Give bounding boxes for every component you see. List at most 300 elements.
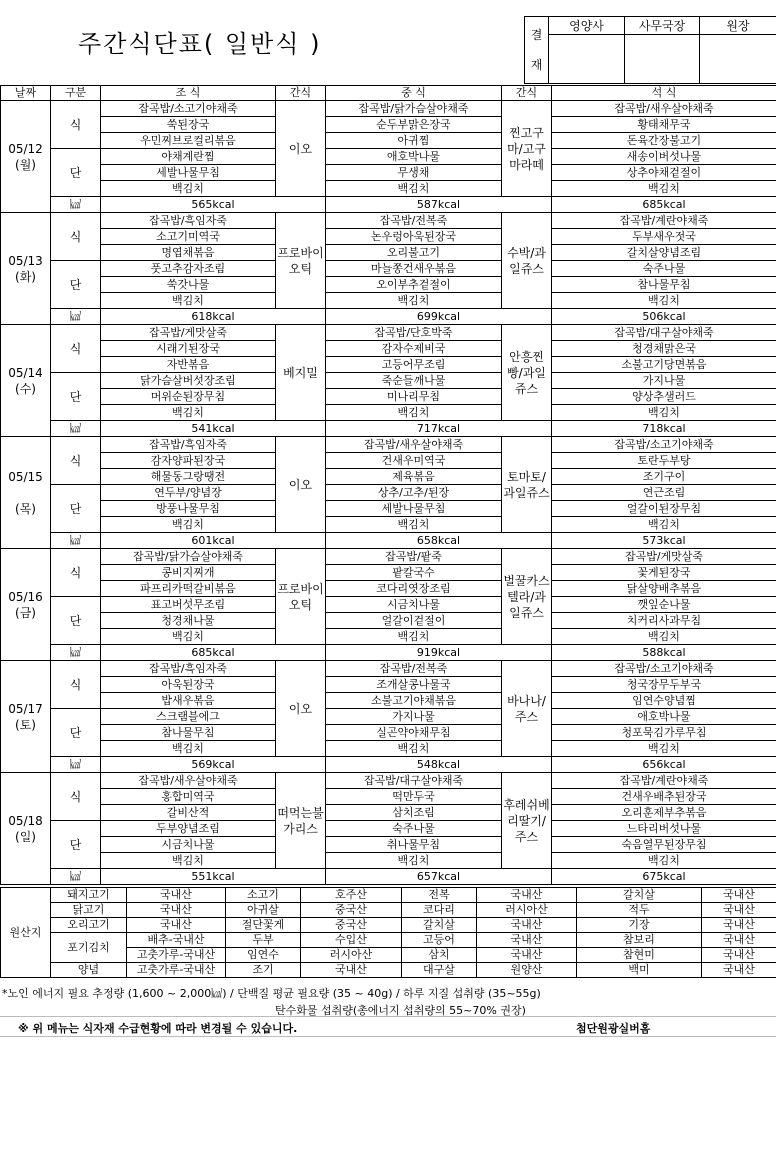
- breakfast-item: 백김치: [101, 517, 276, 533]
- origin-cell: 국내산: [477, 948, 577, 963]
- approval-role-director: 원장: [700, 17, 776, 35]
- origin-row: [1, 903, 776, 918]
- origin-kimchi-label: 포기김치: [51, 933, 127, 963]
- breakfast-item: 콩비지찌개: [101, 565, 276, 581]
- header-snack2: 간식: [502, 86, 552, 101]
- dinner-item: 애호박나물: [552, 709, 776, 725]
- breakfast-item: 백김치: [101, 741, 276, 757]
- lunch-item: 애호박나물: [326, 149, 502, 165]
- lunch-kcal: 587kcal: [326, 197, 552, 213]
- origin-cell: 국내산: [702, 888, 776, 903]
- dinner-item: 닭살양배추볶음: [552, 581, 776, 597]
- meal-label-top: 식: [51, 213, 101, 261]
- origin-cell: 국내산: [477, 933, 577, 948]
- breakfast-item: 백김치: [101, 629, 276, 645]
- menu-row: [1, 149, 776, 165]
- lunch-item: 얼갈이겉절이: [326, 613, 502, 629]
- menu-row: [1, 373, 776, 389]
- dinner-item: 얼갈이된장무침: [552, 501, 776, 517]
- lunch-item: 잡곡밥/팥죽: [326, 549, 502, 565]
- breakfast-item: 명엽채볶음: [101, 245, 276, 261]
- dinner-item: 백김치: [552, 293, 776, 309]
- lunch-item: 죽순들깨나물: [326, 373, 502, 389]
- origin-cell: 고춧가루-국내산: [127, 963, 226, 978]
- dinner-item: 백김치: [552, 629, 776, 645]
- breakfast-kcal: 685kcal: [101, 645, 326, 661]
- lunch-item: 논우렁아욱된장국: [326, 229, 502, 245]
- origin-cell: 소고기: [226, 888, 301, 903]
- origin-cell: 두부: [226, 933, 301, 948]
- menu-row: [1, 277, 776, 293]
- weekly-menu-table: [0, 85, 776, 885]
- snack-pm: 후레쉬베리딸기/주스: [502, 773, 552, 869]
- breakfast-item: 잡곡밥/흑임자죽: [101, 661, 276, 677]
- breakfast-kcal: 551kcal: [101, 869, 326, 885]
- menu-row: [1, 389, 776, 405]
- dinner-item: 느타리버섯나물: [552, 821, 776, 837]
- kcal-label: ㎉: [51, 309, 101, 325]
- lunch-item: 잡곡밥/대구살야채죽: [326, 773, 502, 789]
- origin-cell: 국내산: [127, 918, 226, 933]
- dinner-item: 오리훈제부추볶음: [552, 805, 776, 821]
- dinner-item: 건새우배추된장국: [552, 789, 776, 805]
- breakfast-item: 파프리카떡갈비볶음: [101, 581, 276, 597]
- breakfast-item: 잡곡밥/흑임자죽: [101, 437, 276, 453]
- snack-pm: 벌꿀카스텔라/과일쥬스: [502, 549, 552, 645]
- lunch-item: 코다리엿장조림: [326, 581, 502, 597]
- origin-cell: 닭고기: [51, 903, 127, 918]
- dinner-kcal: 506kcal: [552, 309, 776, 325]
- meal-label-top: 식: [51, 437, 101, 485]
- breakfast-item: 잡곡밥/닭가슴살야채죽: [101, 549, 276, 565]
- breakfast-item: 참나물무침: [101, 725, 276, 741]
- origin-cell: 전복: [402, 888, 477, 903]
- dinner-item: 잡곡밥/대구살야채죽: [552, 325, 776, 341]
- lunch-item: 취나물무침: [326, 837, 502, 853]
- origin-cell: 국내산: [702, 948, 776, 963]
- dinner-item: 잡곡밥/게맛살죽: [552, 549, 776, 565]
- approval-sign-nutritionist[interactable]: [549, 35, 625, 84]
- snack-am: 프로바이오틱: [276, 549, 326, 645]
- menu-row: [1, 789, 776, 805]
- origin-cell: 러시아산: [477, 903, 577, 918]
- lunch-item: 팥칼국수: [326, 565, 502, 581]
- lunch-item: 제육볶음: [326, 469, 502, 485]
- origin-cell: 국내산: [301, 963, 402, 978]
- divider: [0, 1016, 776, 1017]
- dinner-item: 돈육간장불고기: [552, 133, 776, 149]
- breakfast-item: 방풍나물무침: [101, 501, 276, 517]
- origin-cell: 수입산: [301, 933, 402, 948]
- dinner-item: 잡곡밥/계란야채죽: [552, 773, 776, 789]
- dinner-kcal: 573kcal: [552, 533, 776, 549]
- kcal-label: ㎉: [51, 645, 101, 661]
- header-date: 날짜: [1, 86, 51, 101]
- lunch-item: 떡만두국: [326, 789, 502, 805]
- origin-cell: 원양산: [477, 963, 577, 978]
- menu-row: [1, 229, 776, 245]
- menu-row: [1, 821, 776, 837]
- dinner-kcal: 685kcal: [552, 197, 776, 213]
- dinner-item: 상추야채겉절이: [552, 165, 776, 181]
- lunch-item: 삼치조림: [326, 805, 502, 821]
- menu-row: [1, 677, 776, 693]
- origin-cell: 삼치: [402, 948, 477, 963]
- dinner-item: 새송이버섯나물: [552, 149, 776, 165]
- page-title: 주간식단표( 일반식 ): [78, 30, 322, 58]
- meal-label-bottom: 단: [51, 373, 101, 421]
- meal-label-top: 식: [51, 661, 101, 709]
- dinner-item: 잡곡밥/계란야채죽: [552, 213, 776, 229]
- breakfast-item: 잡곡밥/소고기야채죽: [101, 101, 276, 117]
- meal-label-top: 식: [51, 101, 101, 149]
- menu-row: [1, 597, 776, 613]
- menu-row: [1, 581, 776, 597]
- change-notice: ※ 위 메뉴는 식자재 수급현황에 따라 변경될 수 있습니다.: [18, 1022, 298, 1035]
- origin-cell: 적두: [577, 903, 702, 918]
- origin-cell: 국내산: [477, 918, 577, 933]
- snack-pm: 토마토/과일쥬스: [502, 437, 552, 533]
- dinner-item: 조기구이: [552, 469, 776, 485]
- dinner-item: 백김치: [552, 853, 776, 869]
- menu-row: [1, 117, 776, 133]
- snack-am: 프로바이오틱: [276, 213, 326, 309]
- snack-pm: 찐고구마/고구마라떼: [502, 101, 552, 197]
- origin-cell: 배추-국내산: [127, 933, 226, 948]
- dinner-item: 꽃게된장국: [552, 565, 776, 581]
- origin-cell: 국내산: [127, 888, 226, 903]
- menu-row: [1, 629, 776, 645]
- breakfast-item: 해물동그랑땡전: [101, 469, 276, 485]
- origin-label: 원산지: [1, 888, 51, 978]
- lunch-item: 백김치: [326, 405, 502, 421]
- menu-row: [1, 469, 776, 485]
- dinner-item: 청포묵김가루무침: [552, 725, 776, 741]
- dinner-item: 두부새우젓국: [552, 229, 776, 245]
- breakfast-item: 감자양파된장국: [101, 453, 276, 469]
- approval-role-manager: 사무국장: [625, 17, 700, 35]
- lunch-item: 건새우미역국: [326, 453, 502, 469]
- origin-row: [1, 933, 776, 948]
- meal-label-top: 식: [51, 773, 101, 821]
- menu-row: [1, 261, 776, 277]
- header-dinner: 석 식: [552, 86, 776, 101]
- lunch-item: 숙주나물: [326, 821, 502, 837]
- day-date: 05/18 (일): [1, 773, 51, 885]
- breakfast-kcal: 541kcal: [101, 421, 326, 437]
- menu-row: [1, 453, 776, 469]
- breakfast-kcal: 618kcal: [101, 309, 326, 325]
- menu-row: [1, 213, 776, 229]
- lunch-item: 잡곡밥/전복죽: [326, 213, 502, 229]
- dinner-item: 백김치: [552, 517, 776, 533]
- breakfast-item: 표고버섯무조림: [101, 597, 276, 613]
- breakfast-item: 쑥된장국: [101, 117, 276, 133]
- approval-sign-director[interactable]: [700, 35, 776, 84]
- origin-cell: 백미: [577, 963, 702, 978]
- dinner-item: 소불고기당면볶음: [552, 357, 776, 373]
- origin-cell: 고춧가루-국내산: [127, 948, 226, 963]
- snack-am: 떠먹는불가리스: [276, 773, 326, 869]
- origin-row: [1, 918, 776, 933]
- breakfast-item: 두부양념조림: [101, 821, 276, 837]
- menu-row: [1, 341, 776, 357]
- origin-cell: 국내산: [702, 918, 776, 933]
- origin-cell: 국내산: [702, 963, 776, 978]
- menu-row: [1, 325, 776, 341]
- breakfast-item: 닭가슴살버섯장조림: [101, 373, 276, 389]
- menu-row: [1, 165, 776, 181]
- header-lunch: 중 식: [326, 86, 502, 101]
- lunch-item: 오리불고기: [326, 245, 502, 261]
- origin-cell: 오리고기: [51, 918, 127, 933]
- breakfast-item: 갈비산적: [101, 805, 276, 821]
- origin-cell: 국내산: [702, 933, 776, 948]
- breakfast-item: 잡곡밥/새우살야채죽: [101, 773, 276, 789]
- dinner-kcal: 588kcal: [552, 645, 776, 661]
- kcal-label: ㎉: [51, 757, 101, 773]
- origin-row: [1, 963, 776, 978]
- origin-cell: 돼지고기: [51, 888, 127, 903]
- menu-row: [1, 805, 776, 821]
- breakfast-item: 쑥갓나물: [101, 277, 276, 293]
- kcal-row: [1, 421, 776, 437]
- lunch-item: 잡곡밥/단호박죽: [326, 325, 502, 341]
- lunch-item: 시금치나물: [326, 597, 502, 613]
- origin-cell: 호주산: [301, 888, 402, 903]
- origin-cell: 코다리: [402, 903, 477, 918]
- lunch-item: 백김치: [326, 517, 502, 533]
- lunch-item: 감자수제비국: [326, 341, 502, 357]
- breakfast-item: 백김치: [101, 293, 276, 309]
- menu-row: [1, 405, 776, 421]
- dinner-item: 숙주나물: [552, 261, 776, 277]
- lunch-item: 백김치: [326, 293, 502, 309]
- lunch-item: 오이부추겉절이: [326, 277, 502, 293]
- origin-cell: 국내산: [702, 903, 776, 918]
- dinner-item: 양상추샐러드: [552, 389, 776, 405]
- breakfast-item: 세발나물무침: [101, 165, 276, 181]
- lunch-item: 실곤약야채무침: [326, 725, 502, 741]
- kcal-row: [1, 197, 776, 213]
- breakfast-item: 백김치: [101, 181, 276, 197]
- header-category: 구분: [51, 86, 101, 101]
- lunch-item: 마늘쫑건새우볶음: [326, 261, 502, 277]
- snack-am: 이오: [276, 661, 326, 757]
- dinner-item: 청경채맑은국: [552, 341, 776, 357]
- breakfast-item: 야채계란찜: [101, 149, 276, 165]
- day-date: 05/14 (수): [1, 325, 51, 437]
- lunch-kcal: 658kcal: [326, 533, 552, 549]
- menu-row: [1, 549, 776, 565]
- breakfast-item: 우민찌브로컬리볶음: [101, 133, 276, 149]
- lunch-item: 소불고기야채볶음: [326, 693, 502, 709]
- menu-row: [1, 613, 776, 629]
- header-row: [1, 86, 776, 101]
- dinner-item: 잡곡밥/소고기야채죽: [552, 661, 776, 677]
- origin-cell: 절단꽃게: [226, 918, 301, 933]
- origin-cell: 조기: [226, 963, 301, 978]
- header-breakfast: 조 식: [101, 86, 276, 101]
- approval-sign-manager[interactable]: [625, 35, 700, 84]
- breakfast-item: 백김치: [101, 853, 276, 869]
- menu-row: [1, 853, 776, 869]
- dinner-item: 숙음열무된장무침: [552, 837, 776, 853]
- lunch-item: 백김치: [326, 629, 502, 645]
- breakfast-item: 시금치나물: [101, 837, 276, 853]
- snack-am: 베지밀: [276, 325, 326, 421]
- menu-row: [1, 181, 776, 197]
- origin-cell: 국내산: [127, 903, 226, 918]
- origin-row: [1, 888, 776, 903]
- breakfast-item: 잡곡밥/흑임자죽: [101, 213, 276, 229]
- dinner-kcal: 718kcal: [552, 421, 776, 437]
- meal-label-bottom: 단: [51, 485, 101, 533]
- divider: [0, 1036, 776, 1037]
- dinner-item: 백김치: [552, 741, 776, 757]
- menu-row: [1, 837, 776, 853]
- day-date: 05/16 (금): [1, 549, 51, 661]
- header-snack1: 간식: [276, 86, 326, 101]
- breakfast-item: 풋고추감자조림: [101, 261, 276, 277]
- lunch-kcal: 919kcal: [326, 645, 552, 661]
- kcal-label: ㎉: [51, 533, 101, 549]
- origin-cell: 임연수: [226, 948, 301, 963]
- approval-label: 결 재: [525, 17, 549, 84]
- meal-label-top: 식: [51, 325, 101, 373]
- dinner-item: 백김치: [552, 405, 776, 421]
- lunch-item: 미나리무침: [326, 389, 502, 405]
- dinner-kcal: 675kcal: [552, 869, 776, 885]
- origin-cell: 기장: [577, 918, 702, 933]
- origin-cell: 중국산: [301, 918, 402, 933]
- breakfast-item: 자반볶음: [101, 357, 276, 373]
- lunch-kcal: 717kcal: [326, 421, 552, 437]
- kcal-label: ㎉: [51, 869, 101, 885]
- lunch-kcal: 657kcal: [326, 869, 552, 885]
- menu-row: [1, 709, 776, 725]
- menu-row: [1, 437, 776, 453]
- origin-table: [0, 887, 776, 978]
- approval-box: [524, 16, 776, 84]
- menu-row: [1, 293, 776, 309]
- day-date: 05/12 (월): [1, 101, 51, 213]
- menu-row: [1, 133, 776, 149]
- breakfast-item: 청경채나물: [101, 613, 276, 629]
- kcal-label: ㎉: [51, 421, 101, 437]
- menu-row: [1, 357, 776, 373]
- dinner-item: 토란두부탕: [552, 453, 776, 469]
- lunch-item: 백김치: [326, 853, 502, 869]
- meal-label-bottom: 단: [51, 821, 101, 869]
- origin-cell: 갈치살: [402, 918, 477, 933]
- breakfast-item: 잡곡밥/게맛살죽: [101, 325, 276, 341]
- origin-cell: 참현미: [577, 948, 702, 963]
- dinner-item: 백김치: [552, 181, 776, 197]
- snack-am: 이오: [276, 437, 326, 533]
- lunch-item: 순두부맑은장국: [326, 117, 502, 133]
- lunch-item: 아귀찜: [326, 133, 502, 149]
- dinner-item: 치커리사과무침: [552, 613, 776, 629]
- dinner-item: 연근조림: [552, 485, 776, 501]
- origin-cell: 중국산: [301, 903, 402, 918]
- origin-cell: 갈치살: [577, 888, 702, 903]
- snack-am: 이오: [276, 101, 326, 197]
- nutrition-note: *노인 에너지 필요 추정량 (1,600 ~ 2,000㎉) / 단백질 평균 필요량 (35 ~ 40g) / 하루 지질 섭취량 (35~55g): [2, 987, 541, 1000]
- lunch-item: 고등어무조림: [326, 357, 502, 373]
- origin-cell: 참보리: [577, 933, 702, 948]
- menu-row: [1, 501, 776, 517]
- lunch-item: 백김치: [326, 181, 502, 197]
- lunch-item: 잡곡밥/전복죽: [326, 661, 502, 677]
- origin-cell: 대구살: [402, 963, 477, 978]
- dinner-item: 참나물무침: [552, 277, 776, 293]
- breakfast-item: 소고기미역국: [101, 229, 276, 245]
- meal-label-top: 식: [51, 549, 101, 597]
- kcal-row: [1, 869, 776, 885]
- lunch-item: 백김치: [326, 741, 502, 757]
- snack-pm: 바나나/주스: [502, 661, 552, 757]
- snack-pm: 수박/과일쥬스: [502, 213, 552, 309]
- breakfast-kcal: 601kcal: [101, 533, 326, 549]
- menu-row: [1, 565, 776, 581]
- lunch-item: 잡곡밥/닭가슴살야채죽: [326, 101, 502, 117]
- origin-cell: 양념: [51, 963, 127, 978]
- lunch-item: 세발나물무침: [326, 501, 502, 517]
- dinner-item: 잡곡밥/소고기야채죽: [552, 437, 776, 453]
- lunch-item: 조개살콩나물국: [326, 677, 502, 693]
- approval-role-nutritionist: 영양사: [549, 17, 625, 35]
- menu-row: [1, 245, 776, 261]
- carb-note: 탄수화물 섭취량(총에너지 섭취량의 55~70% 권장): [275, 1004, 526, 1017]
- menu-row: [1, 661, 776, 677]
- dinner-kcal: 656kcal: [552, 757, 776, 773]
- dinner-item: 임연수양념찜: [552, 693, 776, 709]
- dinner-item: 가지나물: [552, 373, 776, 389]
- menu-row: [1, 517, 776, 533]
- lunch-item: 무생채: [326, 165, 502, 181]
- day-date: 05/15 (목): [1, 437, 51, 549]
- lunch-kcal: 548kcal: [326, 757, 552, 773]
- meal-label-bottom: 단: [51, 597, 101, 645]
- kcal-label: ㎉: [51, 197, 101, 213]
- lunch-item: 가지나물: [326, 709, 502, 725]
- meal-label-bottom: 단: [51, 709, 101, 757]
- snack-pm: 안흥찐빵/과일쥬스: [502, 325, 552, 421]
- breakfast-item: 홍합미역국: [101, 789, 276, 805]
- origin-cell: 아귀살: [226, 903, 301, 918]
- breakfast-kcal: 569kcal: [101, 757, 326, 773]
- lunch-item: 잡곡밥/새우살야채죽: [326, 437, 502, 453]
- breakfast-item: 시래기된장국: [101, 341, 276, 357]
- meal-label-bottom: 단: [51, 261, 101, 309]
- day-date: 05/13 (화): [1, 213, 51, 325]
- meal-label-bottom: 단: [51, 149, 101, 197]
- breakfast-item: 아욱된장국: [101, 677, 276, 693]
- breakfast-item: 연두부/양념장: [101, 485, 276, 501]
- day-date: 05/17 (토): [1, 661, 51, 773]
- breakfast-kcal: 565kcal: [101, 197, 326, 213]
- organization-name: 첨단원광실버홈: [576, 1022, 651, 1035]
- menu-row: [1, 693, 776, 709]
- origin-cell: 국내산: [477, 888, 577, 903]
- kcal-row: [1, 645, 776, 661]
- breakfast-item: 스크램블에그: [101, 709, 276, 725]
- dinner-item: 잡곡밥/새우살야채죽: [552, 101, 776, 117]
- breakfast-item: 밥새우볶음: [101, 693, 276, 709]
- dinner-item: 깻잎순나물: [552, 597, 776, 613]
- menu-row: [1, 773, 776, 789]
